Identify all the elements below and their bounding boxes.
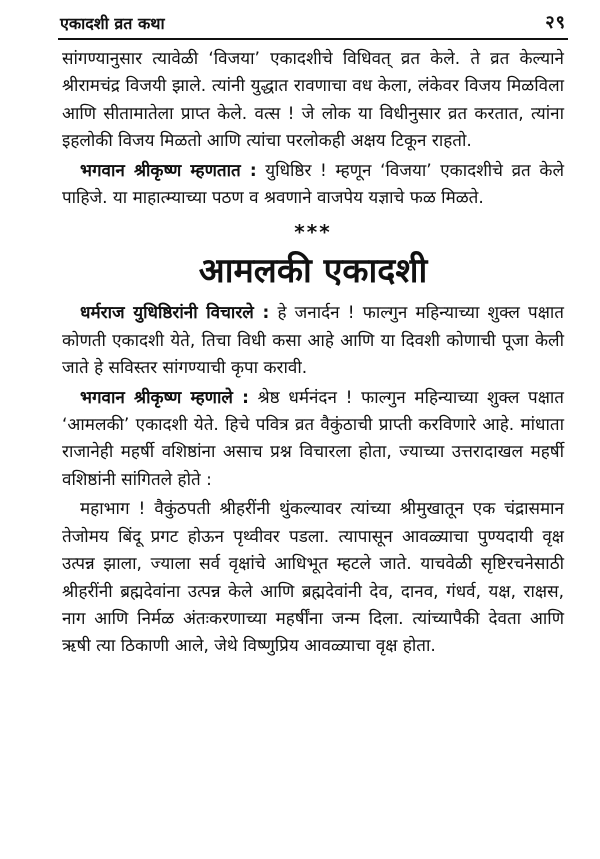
body-text <box>62 46 564 661</box>
paragraph-text: हे जनार्दन ! फाल्गुन महिन्याच्या शुक्ल पक्षात कोणती एकादशी येते, तिचा विधी कसा आहे आणि या दिवशी कोणाची पूजा केली जाते हे सविस्तर सांगण्याची कृपा करावी. <box>62 303 564 379</box>
running-header <box>60 10 566 34</box>
speaker-label: धर्मराज युधिष्ठिरांनी विचारले : <box>80 303 270 324</box>
speaker-label: भगवान श्रीकृष्ण म्हणाले : <box>80 387 249 408</box>
paragraph-dharmaraj-question <box>62 300 564 382</box>
paragraph-continued: सांगण्यानुसार त्यावेळी ‘विजया’ एकादशीचे विधिवत् व्रत केले. ते व्रत केल्याने श्रीरामचंद्र विजयी झाले. त्यांनी युद्धात रावणाचा वध केला, लंकेवर विजय मिळविला आणि सीतामातेला प्राप्त केले. वत्स ! जे लोक या विधीनुसार व्रत करतात, त्यांना इहलोकी विजय मिळतो आणि त्यांचा परलोकही अक्षय टिकून राहतो. <box>62 49 564 152</box>
paragraph-text: श्रेष्ठ धर्मनंदन ! फाल्गुन महिन्याच्या शुक्ल पक्षात ‘आमलकी’ एकादशी येते. हिचे पवित्र व्रत वैकुंठाची प्राप्ती करविणारे आहे. मांधाता राजानेही महर्षी वशिष्ठांना असाच प्रश्न विचारला होता, ज्याच्या उत्तरादाखल महर्षी वशिष्ठांनी सांगितले होते : <box>62 387 564 490</box>
book-title: एकादशी व्रत कथा <box>60 14 165 33</box>
paragraph-krishna-conclusion <box>62 158 564 213</box>
paragraph-text: युधिष्ठिर ! म्हणून ‘विजया’ एकादशीचे व्रत केले पाहिजे. या माहात्म्याच्या पठण व श्रवणाने वाजपेय यज्ञाचे फळ मिळते. <box>62 160 564 209</box>
page-number: २९ <box>545 12 566 33</box>
paragraph-vashishtha-narration: महाभाग ! वैकुंठपती श्रीहरींनी थुंकल्यावर त्यांच्या श्रीमुखातून एक चंद्रासमान तेजोमय बिंदू प्रगट होऊन पृथ्वीवर पडला. त्यापासून आवळ्याचा पुण्यदायी वृक्ष उत्पन्न झाला, ज्याला सर्व वृक्षांचे आधिभूत म्हटले जाते. याचवेळी सृष्टिरचनेसाठी श्रीहरींनी ब्रह्मदेवांना उत्पन्न केले आणि ब्रह्मदेवांनी देव, दानव, गंधर्व, यक्ष, राक्षस, नाग आणि निर्मळ अंतःकरणाच्या महर्षींना जन्म दिला. त्यांच्यापैकी देवता आणि ऋषी त्या ठिकाणी आले, जेथे विष्णुप्रिय आवळ्याचा वृक्ष होता. <box>62 499 564 657</box>
paragraph-krishna-answer <box>62 385 564 495</box>
header-rule <box>58 38 568 40</box>
speaker-label: भगवान श्रीकृष्ण म्हणतात : <box>80 160 257 181</box>
chapter-title: आमलकी एकादशी <box>198 251 428 292</box>
section-separator: *** <box>294 220 332 245</box>
